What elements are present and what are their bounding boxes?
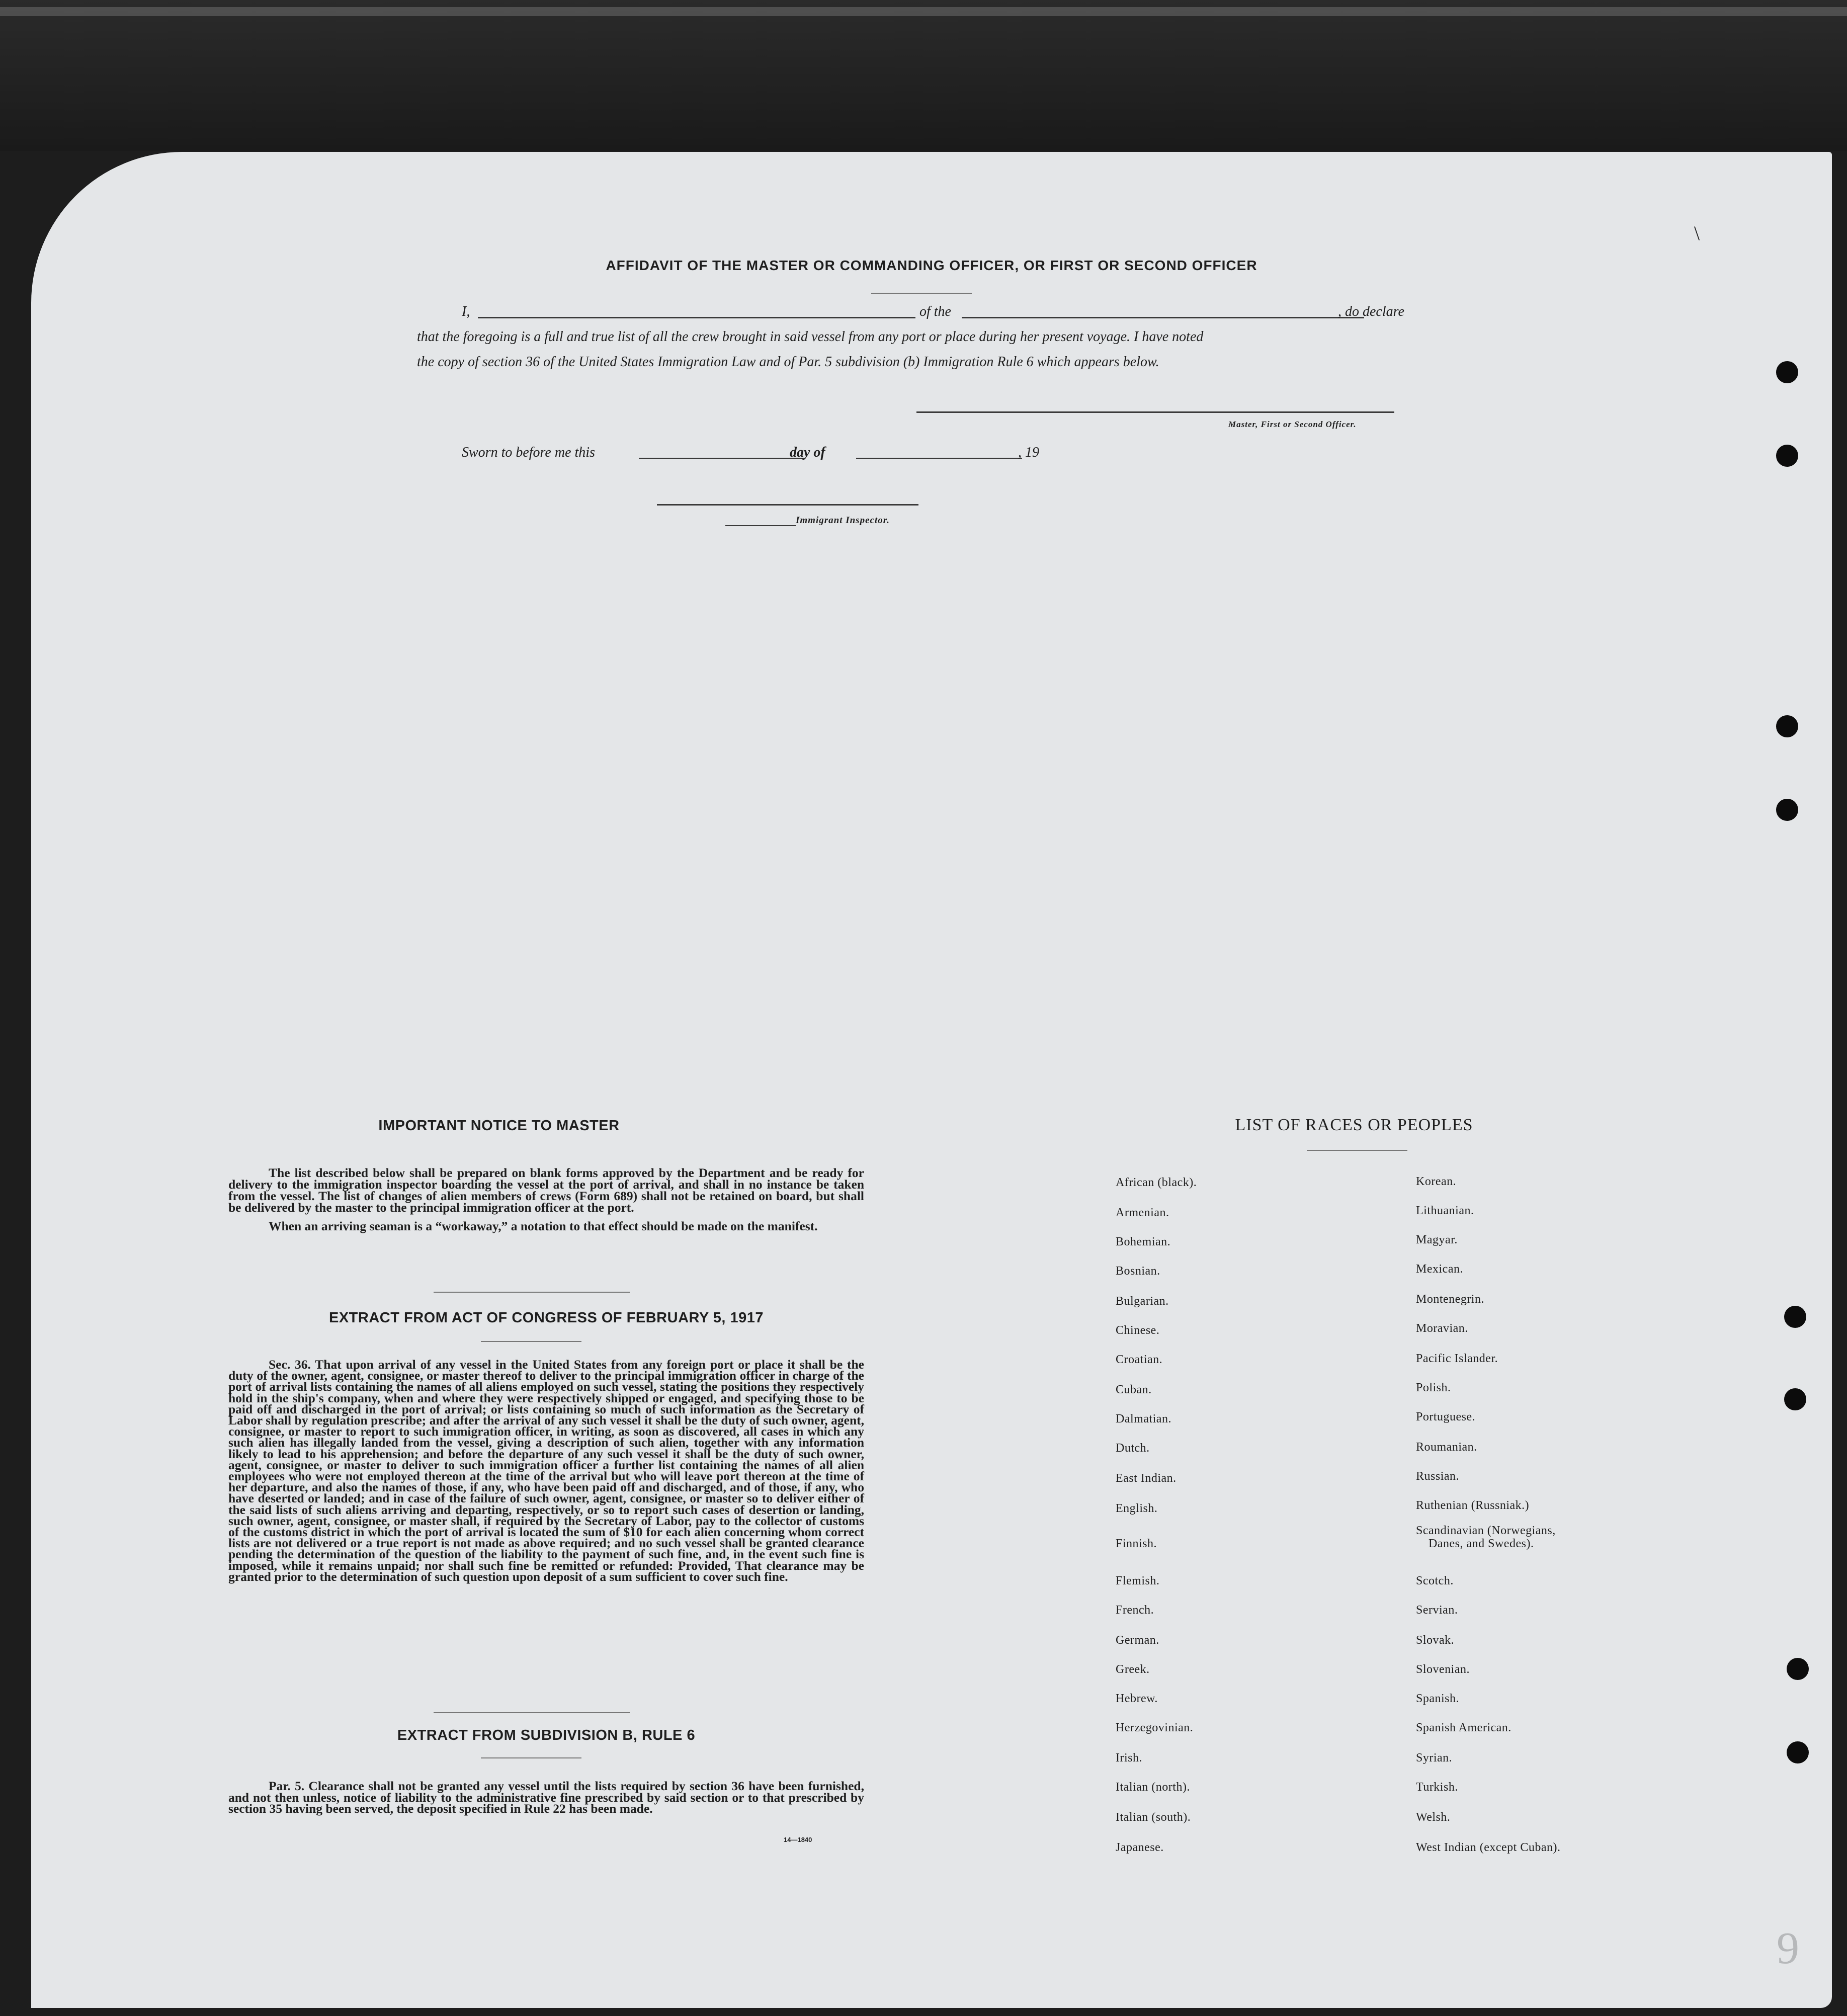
film-border-top [0, 0, 1847, 151]
name-blank-line [478, 317, 915, 318]
race-item: Herzegovinian. [1116, 1721, 1194, 1734]
races-list-title: LIST OF RACES OR PEOPLES [1235, 1116, 1473, 1134]
race-item: Welsh. [1416, 1811, 1451, 1824]
race-item: Finnish. [1116, 1537, 1157, 1550]
corner-annotation: 9 [1777, 1923, 1799, 1973]
month-blank-line [856, 458, 1022, 459]
rule-extract-body: Par. 5. Clearance shall not be granted any vessel until the lists required by section 36 have been furnished, and not then unless, notice of liability to the administrative fine prescribed by said section or to that prescribed by section 35 having been served, the deposit specified in Rule 22 has been made. [228, 1779, 864, 1816]
race-item: Montenegrin. [1416, 1293, 1484, 1306]
race-item: Dalmatian. [1116, 1412, 1171, 1425]
race-item: Slovak. [1416, 1634, 1455, 1647]
divider [434, 1292, 630, 1293]
race-item: Spanish American. [1416, 1721, 1512, 1734]
race-item: Bosnian. [1116, 1265, 1160, 1278]
notice-paragraph-1: The list described below shall be prepared on blank forms approved by the Department and be ready for delivery to the immigration inspector boarding the vessel at the port of arrival, and shall in no instance be taken from the vessel. The list of changes of alien members of crews (Form 689) shall not be retained on board, but shall be delivered by the master to the principal immigration officer at the port. [228, 1165, 864, 1215]
race-item: Magyar. [1416, 1233, 1458, 1246]
race-item: Dutch. [1116, 1442, 1150, 1455]
divider [481, 1341, 581, 1342]
affidavit-line1-start: I, [462, 304, 470, 319]
affidavit-line1-middle: of the [919, 304, 951, 319]
affidavit-line3: the copy of section 36 of the United States Immigration Law and of Par. 5 subdivision (b) Immigration Rule 6 which appears below. [417, 354, 1159, 370]
race-item: Polish. [1416, 1381, 1451, 1394]
inspector-short-line [725, 525, 796, 526]
punch-hole [1776, 715, 1798, 737]
race-item: Greek. [1116, 1663, 1150, 1676]
film-edge-strip [0, 7, 1847, 16]
punch-hole [1784, 1306, 1806, 1328]
form-number: 14—1840 [784, 1836, 812, 1843]
sworn-end: , 19 [1018, 445, 1039, 460]
race-item: East Indian. [1116, 1472, 1177, 1485]
affidavit-title: AFFIDAVIT OF THE MASTER OR COMMANDING OFFICER, OR FIRST OR SECOND OFFICER [606, 258, 1257, 273]
race-item: Italian (north). [1116, 1781, 1190, 1794]
race-item: Portuguese. [1416, 1410, 1476, 1423]
race-item: Mexican. [1416, 1263, 1463, 1276]
race-item: Slovenian. [1416, 1663, 1470, 1676]
punch-hole [1787, 1741, 1809, 1763]
race-item: Turkish. [1416, 1781, 1458, 1794]
race-item: Pacific Islander. [1416, 1352, 1498, 1365]
sworn-start: Sworn to before me this [462, 445, 595, 460]
act-extract-body: Sec. 36. That upon arrival of any vessel in the United States from any foreign port or place it shall be the duty of the owner, agent, consignee, or master thereof to deliver to the principal immigration officer in charge of the port of arrival lists containing the names of all aliens employed on such vessel, stating the positions they respectively hold in the ship's company, when and where they were respectively shipped or engaged, and specifying those to be paid off and discharged in the port of arrival; or lists containing so much of such information as the Secretary of Labor shall by regulation prescribe; and after the arrival of any such vessel it shall be the duty of such owner, agent, consignee, or master to report to such immigration officer, in writing, as soon as discovered, all cases in which any such alien has illegally landed from the vessel, giving a description of such alien, together with any information likely to lead to his apprehension; and before the departure of any such vessel it shall be the duty of such owner, agent, consignee, or master to deliver to such immigration officer a further list containing the names of all alien employees who were not employed thereon at the time of the arrival but who will leave port thereon at the time of her departure, and also the names of those, if any, who have been paid off and discharged, and of those, if any, who have deserted or landed; and in case of the failure of such owner, agent, consignee, or master so to deliver either of the said lists of such aliens arriving and departing, respectively, or so to report such cases of desertion or landing, such owner, agent, consignee, or master shall, if required by the Secretary of Labor, pay to the collector of customs of the customs district in which the port of arrival is located the sum of $10 for each alien concerning whom correct lists are not delivered or a true report is not made as above required; and no such vessel shall be granted clearance pending the determination of the question of the liability to the payment of such fine, and, in the event such fine is imposed, while it remains unpaid; nor shall such fine be remitted or refunded: Provided, That clearance may be granted prior to the determination of such question upon deposit of a sum sufficient to cover such fine. [228, 1357, 864, 1584]
race-item: Flemish. [1116, 1574, 1160, 1587]
vessel-blank-line [962, 317, 1364, 318]
document-sheet [31, 152, 1832, 2008]
race-item: Russian. [1416, 1470, 1460, 1483]
race-item: West Indian (except Cuban). [1416, 1841, 1561, 1854]
punch-hole [1776, 445, 1798, 467]
race-item: Korean. [1416, 1175, 1457, 1188]
act-extract-title: EXTRACT FROM ACT OF CONGRESS OF FEBRUARY 5, 1917 [328, 1310, 764, 1326]
act-extract-body-container [228, 1359, 864, 1582]
sworn-middle: day of [790, 445, 825, 460]
race-item: Danes, and Swedes). [1429, 1537, 1534, 1550]
signature-caption: Master, First or Second Officer. [1228, 419, 1357, 429]
race-item: Hebrew. [1116, 1692, 1158, 1705]
race-item: Ruthenian (Russniak.) [1416, 1499, 1530, 1512]
margin-tick-mark: \ [1694, 222, 1700, 244]
race-item: Moravian. [1416, 1322, 1468, 1335]
race-item: Irish. [1116, 1751, 1142, 1765]
race-item: Armenian. [1116, 1206, 1169, 1219]
affidavit-line2: that the foregoing is a full and true list of all the crew brought in said vessel from any port or place during her present voyage. I have noted [417, 329, 1204, 345]
notice-paragraph-2: When an arriving seaman is a “workaway,” a notation to that effect should be made on the manifest. [269, 1219, 818, 1233]
divider [871, 293, 972, 294]
divider [434, 1712, 630, 1713]
race-item: French. [1116, 1604, 1154, 1617]
notice-title: IMPORTANT NOTICE TO MASTER [378, 1118, 620, 1134]
rule-extract-body-container [228, 1781, 864, 1815]
race-item: Servian. [1416, 1604, 1458, 1617]
punch-hole [1776, 799, 1798, 821]
race-item: Japanese. [1116, 1841, 1164, 1854]
race-item: Roumanian. [1416, 1441, 1477, 1454]
punch-hole [1787, 1658, 1809, 1680]
punch-hole [1784, 1388, 1806, 1410]
race-item: German. [1116, 1634, 1159, 1647]
race-item: Scotch. [1416, 1574, 1454, 1587]
race-item: Croatian. [1116, 1353, 1163, 1366]
race-item: Syrian. [1416, 1751, 1453, 1765]
race-item: Cuban. [1116, 1383, 1152, 1396]
affidavit-line1-end: , do declare [1338, 304, 1404, 319]
inspector-caption: Immigrant Inspector. [796, 515, 890, 526]
notice-body [228, 1167, 864, 1232]
day-blank-line [639, 458, 805, 459]
race-item: African (black). [1116, 1176, 1197, 1189]
race-item: Bulgarian. [1116, 1295, 1169, 1308]
divider [481, 1757, 581, 1758]
race-item: Chinese. [1116, 1324, 1160, 1337]
race-item: Spanish. [1416, 1692, 1460, 1705]
divider [1307, 1150, 1407, 1151]
race-item: English. [1116, 1502, 1158, 1515]
race-item: Italian (south). [1116, 1811, 1191, 1824]
punch-hole [1776, 361, 1798, 383]
race-item: Bohemian. [1116, 1235, 1171, 1248]
signature-line [916, 411, 1394, 413]
race-item: Scandinavian (Norwegians, [1416, 1524, 1556, 1537]
race-item: Lithuanian. [1416, 1204, 1474, 1217]
inspector-signature-line [657, 504, 918, 506]
rule-extract-title: EXTRACT FROM SUBDIVISION B, RULE 6 [397, 1727, 696, 1743]
